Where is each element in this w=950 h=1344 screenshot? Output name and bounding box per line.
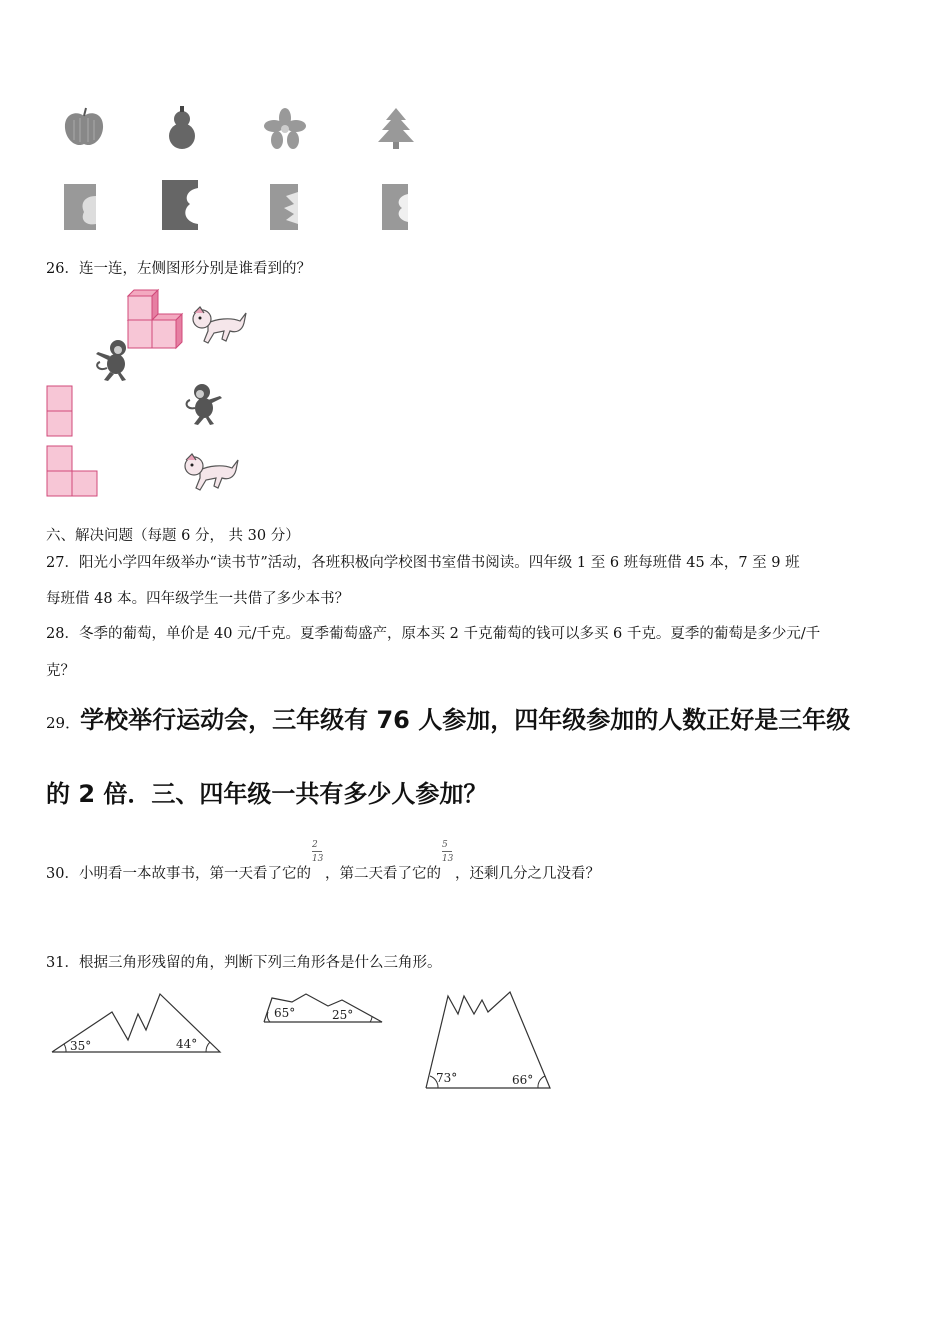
fraction-numerator: 2 — [311, 840, 318, 850]
question-29-line-2: 的 2 倍．三、四年级一共有多少人参加？ — [46, 780, 488, 808]
question-29-number: 29． — [46, 714, 81, 732]
dog-icon — [190, 305, 248, 349]
flower-silhouette-icon — [264, 108, 306, 148]
fraction-denominator: 13 — [311, 854, 324, 864]
question-31: 31．根据三角形残留的角，判断下列三角形各是什么三角形。 — [46, 955, 442, 971]
tree-silhouette-icon — [376, 106, 416, 150]
dog-option-icon — [182, 452, 240, 496]
monkey-icon — [92, 338, 136, 382]
gourd-silhouette-icon — [164, 106, 200, 150]
question-30 — [46, 840, 600, 884]
card-tree-icon — [380, 182, 410, 232]
card-flower-icon — [268, 182, 300, 232]
fraction-2-13 — [311, 840, 325, 884]
question-30-part-2: ，第二天看了它的 — [324, 866, 441, 882]
triangle-3-left-angle: 73° — [436, 1071, 458, 1085]
question-30-part-3: ，还剩几分之几没看？ — [454, 866, 600, 882]
triangle-1-left-angle: 35° — [70, 1039, 92, 1053]
card-apple-icon — [62, 182, 98, 232]
triangle-2-left-angle: 65° — [274, 1006, 296, 1020]
view-shape-vertical — [46, 385, 74, 437]
triangle-1-right-angle: 44° — [176, 1037, 198, 1051]
question-27-line-1: 27．阳光小学四年级举办“读书节”活动，各班积极向学校图书室借书阅读。四年级 1 至 6 班每班借 45 本，7 至 9 班 — [46, 555, 800, 571]
question-30-part-1: 30．小明看一本故事书，第一天看了它的 — [46, 866, 311, 882]
question-28-line-2: 克？ — [46, 663, 75, 679]
view-shape-l — [46, 445, 100, 497]
fraction-5-13 — [441, 840, 455, 884]
triangle-2-right-angle: 25° — [332, 1008, 354, 1022]
question-29-line-1 — [46, 700, 850, 735]
fraction-numerator: 5 — [441, 840, 448, 850]
card-gourd-icon — [160, 178, 200, 232]
section-6-heading: 六、解决问题（每题 6 分， 共 30 分） — [46, 528, 300, 544]
triangle-3 — [424, 990, 552, 1090]
question-28-line-1: 28．冬季的葡萄，单价是 40 元/千克。夏季葡萄盛产，原本买 2 千克葡萄的钱可以多买 6 千克。夏季的葡萄是多少元/千 — [46, 626, 821, 642]
triangle-1 — [50, 990, 222, 1056]
question-29-text: 学校举行运动会，三年级有 76 人参加，四年级参加的人数正好是三年级 — [80, 706, 851, 734]
question-26: 26．连一连，左侧图形分别是谁看到的？ — [46, 261, 311, 277]
triangle-2 — [262, 992, 386, 1026]
apple-silhouette-icon — [62, 106, 106, 150]
fraction-denominator: 13 — [441, 854, 454, 864]
triangle-3-right-angle: 66° — [512, 1073, 534, 1087]
question-27-line-2: 每班借 48 本。四年级学生一共借了多少本书？ — [46, 591, 350, 607]
monkey-option-icon — [182, 382, 226, 428]
